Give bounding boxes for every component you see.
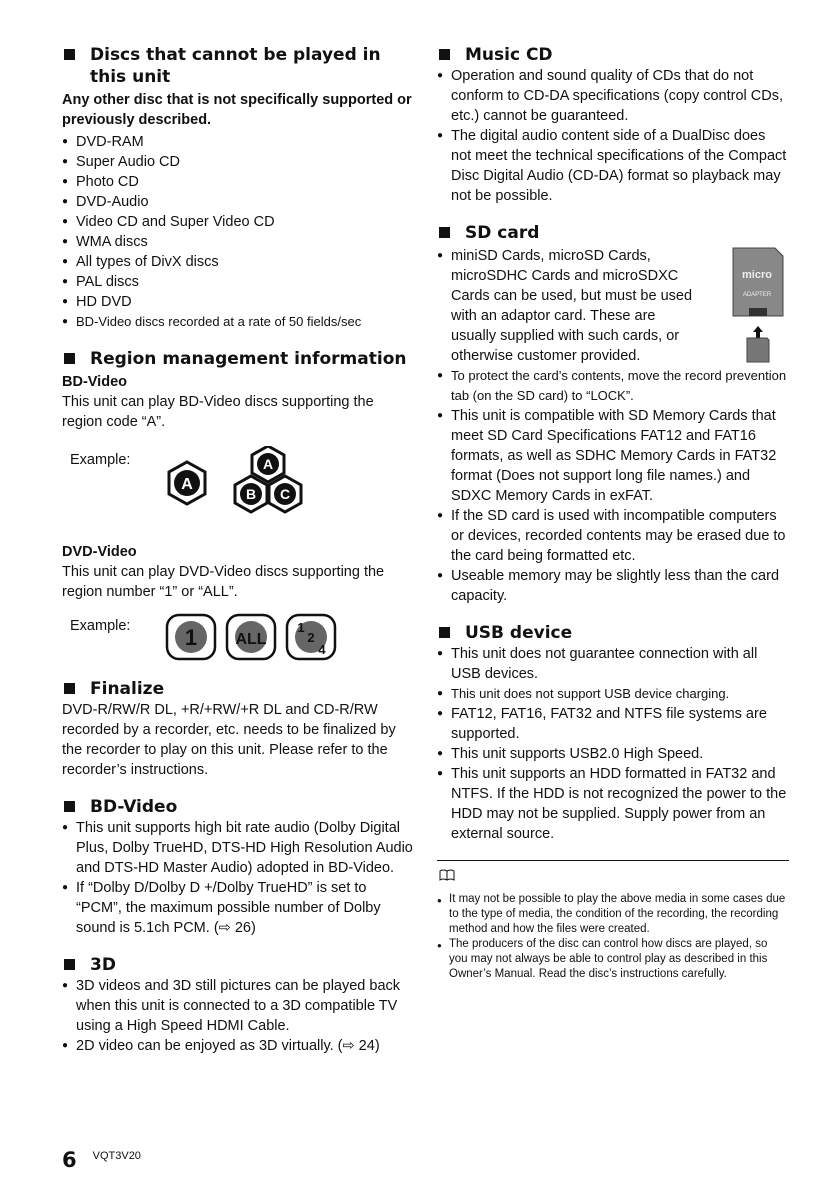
example-label: Example: [70,452,131,468]
section-heading: USB device [437,622,789,644]
list-item: ● WMA discs [62,232,414,252]
list-item: ● This unit supports an HDD formatted in FAT32 and NTFS. If the HDD is not recognized the power to the HDD may not be supplied. Supply power from an external source. [437,764,789,844]
svg-text:A: A [262,456,274,472]
region-abc-icon [235,446,301,512]
list-item: ● miniSD Cards, microSD Cards, microSDHC Cards and microSDXC Cards can be used, but must be used with an adaptor card. These are usually supplied with such cards, or otherwise customer provided. [437,246,789,366]
list-item: ● Photo CD [62,172,414,192]
section-usb-device [437,622,789,844]
notes [437,869,789,982]
section-region [62,348,414,662]
list-item: ● Useable memory may be slightly less than the card capacity. [437,566,789,606]
svg-text:ADAPTER: ADAPTER [742,292,772,298]
region-all-icon [227,615,275,659]
svg-text:B: B [245,486,257,502]
region-dvd-icons [165,612,345,662]
svg-text:A: A [181,476,193,493]
svg-text:C: C [279,486,291,502]
section-heading: Music CD [437,44,789,66]
region-a-icons [165,446,335,526]
note-item: ● The producers of the disc can control how discs are played, so you may not always be able to control play as described in this Owner’s Manual. Read the disc’s instructions carefully. [437,937,789,982]
region-example-bd [70,446,414,526]
divider [437,860,789,861]
region-a-icon [169,462,205,504]
list-item: ● BD-Video discs recorded at a rate of 50 fields/sec [62,312,414,332]
svg-text:micro: micro [742,269,772,281]
region-dvd-text: This unit can play DVD-Video discs supporting the region number “1” or “ALL”. [62,564,385,600]
list-item: ● To protect the card’s contents, move the record prevention tab (on the SD card) to “LOCK”. [437,366,789,406]
section-heading: BD-Video [62,796,414,818]
region-124-icon [287,615,335,659]
list-item: ● This unit is compatible with SD Memory Cards that meet SD Card Specifications FAT12 and FAT16 formats, as well as SDHC Memory Cards in FAT32 format (Does not support long file names.) and SDXC Memory Cards in exFAT. [437,406,789,506]
page-footer [62,1148,141,1172]
section-heading: SD card [437,222,789,244]
list-item: ● If “Dolby D/Dolby D +/Dolby TrueHD” is set to “PCM”, the maximum possible number of Dolby sound is 5.1ch PCM. (⇨ 26) [62,878,414,938]
section-intro: Any other disc that is not specifically supported or previously described. [62,92,412,128]
list-item: ● The digital audio content side of a DualDisc does not meet the technical specifications of the Compact Disc Digital Audio (CD-DA) format so playback may not be possible. [437,126,789,206]
section-heading: Discs that cannot be played in this unit [62,44,414,88]
list-item: ● PAL discs [62,272,414,292]
list-item: ● Operation and sound quality of CDs that do not conform to CD-DA specifications (copy control CDs, etc.) cannot be guaranteed. [437,66,789,126]
svg-text:ALL: ALL [235,631,267,648]
svg-text:1: 1 [297,620,305,635]
finalize-text: DVD-R/RW/R DL, +R/+RW/+R DL and CD-R/RW recorded by a recorder, etc. needs to be finalized by the recorder to play on this unit. Please refer to the recorder’s instructions. [62,702,396,778]
list-item: ● All types of DivX discs [62,252,414,272]
section-bd-video [62,796,414,938]
list-item: ● FAT12, FAT16, FAT32 and NTFS file systems are supported. [437,704,789,744]
region-bd-text: This unit can play BD-Video discs supporting the region code “A”. [62,394,374,430]
example-label: Example: [70,618,131,634]
section-sd-card [437,222,789,606]
list-item: ● This unit does not support USB device charging. [437,684,789,704]
page-number: 6 [62,1148,77,1172]
subheading-dvd-video: DVD-Video [62,544,137,560]
note-item: ● It may not be possible to play the above media in some cases due to the type of media, the condition of the recording, the recording method and how the files were created. [437,892,789,937]
section-unplayable-discs [62,44,414,332]
svg-text:4: 4 [318,642,326,657]
left-column [62,44,414,1072]
list-item: ● This unit does not guarantee connection with all USB devices. [437,644,789,684]
list-item: ● 2D video can be enjoyed as 3D virtually. (⇨ 24) [62,1036,414,1056]
list-item: ● DVD-Audio [62,192,414,212]
document-code: VQT3V20 [92,1150,141,1162]
section-heading: Region management information [62,348,414,370]
svg-text:2: 2 [307,630,315,645]
section-finalize [62,678,414,780]
list-item: ● 3D videos and 3D still pictures can be played back when this unit is connected to a 3D compatible TV using a High Speed HDMI Cable. [62,976,414,1036]
svg-text:1: 1 [184,625,198,650]
list-item: ● This unit supports USB2.0 High Speed. [437,744,789,764]
list-item: ● This unit supports high bit rate audio (Dolby Digital Plus, Dolby TrueHD, DTS-HD High Resolution Audio and DTS-HD Master Audio) adopted in BD-Video. [62,818,414,878]
note-icon [439,869,455,881]
right-column [437,44,789,982]
list-item: ● HD DVD [62,292,414,312]
region-1-icon [167,615,215,659]
list-item: ● Video CD and Super Video CD [62,212,414,232]
section-3d [62,954,414,1056]
section-music-cd [437,44,789,206]
subheading-bd-video: BD-Video [62,374,127,390]
region-example-dvd [70,612,414,662]
section-heading: 3D [62,954,414,976]
section-heading: Finalize [62,678,414,700]
list-item: ● Super Audio CD [62,152,414,172]
list-item: ● If the SD card is used with incompatible computers or devices, recorded contents may be erased due to the card being formatted etc. [437,506,789,566]
list-item: ● DVD-RAM [62,132,414,152]
